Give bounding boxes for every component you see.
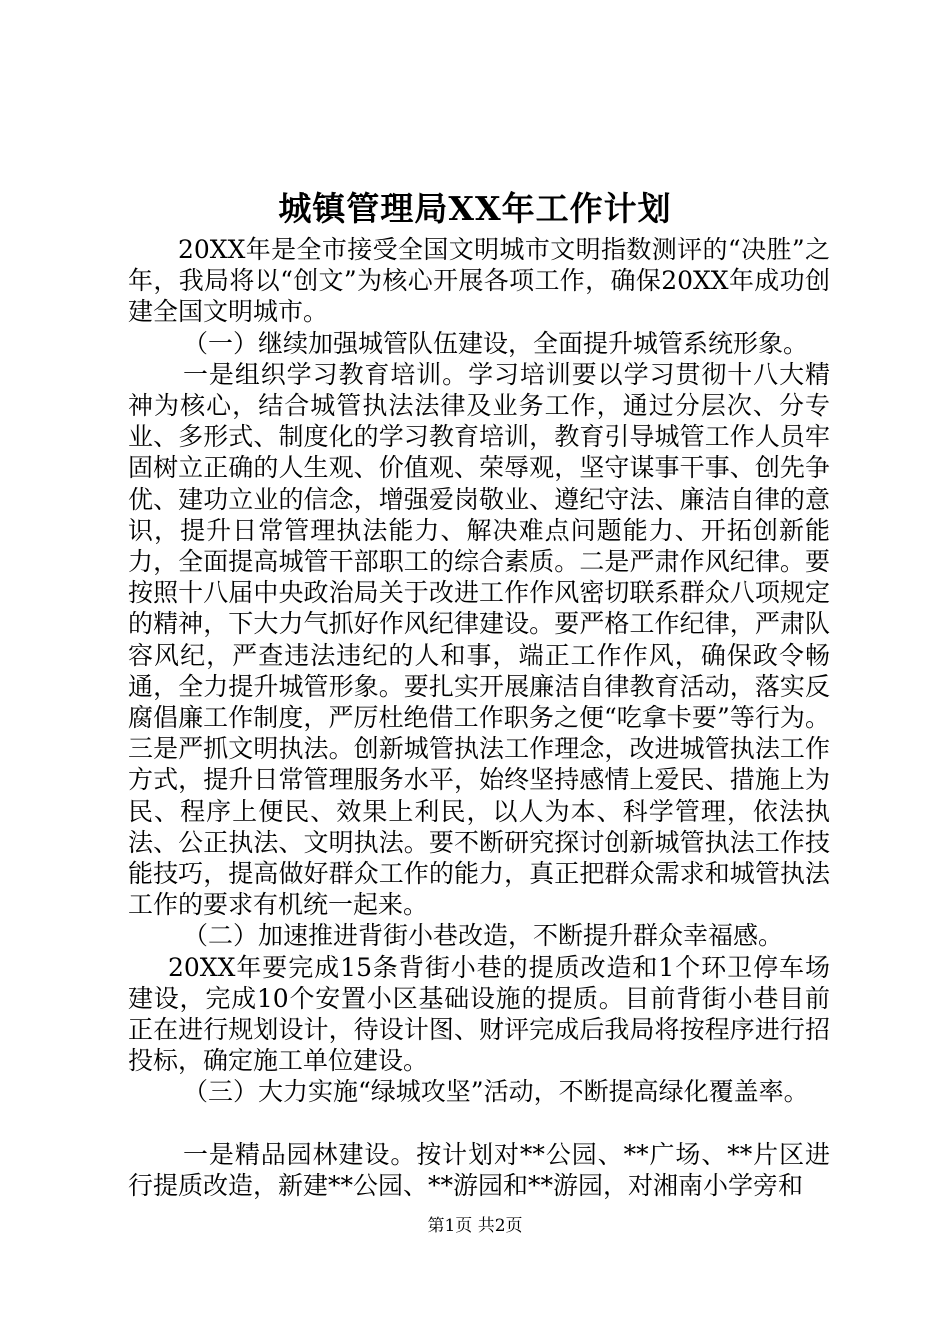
section-heading-2: （二）加速推进背街小巷改造，不断提升群众幸福感。 [183,921,784,951]
paragraph-section-1: 一是组织学习教育培训。学习培训要以学习贯彻十八大精神为核心，结合城管执法法律及业务工作，通过分层次、分专业、多形式、制度化的学习教育培训，教育引导城管工作人员牢固树立正确的人生观、价值观、荣辱观，坚守谋事干事、创先争优、建功立业的信念，增强爱岗敬业、遵纪守法、廉洁自律的意识，提升日常管理执法能力、解决难点问题能力、开拓创新能力，全面提高城管干部职工的综合素质。二是严肃作风纪律。要按照十八届中央政治局关于改进工作作风密切联系群众八项规定的精神，下大力气抓好作风纪律建设。要严格工作纪律，严肃队容风纪，严查违法违纪的人和事，端正工作作风，确保政令畅通，全力提升城管形象。要扎实开展廉洁自律教育活动，落实反腐倡廉工作制度，严厉杜绝借工作职务之便“吃拿卡要”等行为。三是严抓文明执法。创新城管执法工作理念，改进城管执法工作方式，提升日常管理服务水平，始终坚持感情上爱民、措施上为民、程序上便民、效果上利民，以人为本、科学管理，依法执法、公正执法、文明执法。要不断研究探讨创新城管执法工作技能技巧，提高做好群众工作的能力，真正把群众需求和城管执法工作的要求有机统一起来。 [128,359,830,920]
section-heading-1: （一）继续加强城管队伍建设，全面提升城管系统形象。 [183,328,809,358]
section-heading-3: （三）大力实施“绿城攻坚”活动，不断提高绿化覆盖率。 [183,1077,809,1107]
paragraph-intro: 20XX年是全市接受全国文明城市文明指数测评的“决胜”之年，我局将以“创文”为核心开展各项工作，确保20XX年成功创建全国文明城市。 [128,235,830,327]
paragraph-section-2: 20XX年要完成15条背街小巷的提质改造和1个环卫停车场建设，完成10个安置小区基础设施的提质。目前背街小巷目前正在进行规划设计，待设计图、财评完成后我局将按程序进行招投标，确定施工单位建设。 [128,952,830,1076]
paragraph-section-3: 一是精品园林建设。按计划对**公园、**广场、**片区进行提质改造，新建**公园、**游园和**游园，对湘南小学旁和 [128,1139,830,1200]
document-title: 城镇管理局XX年工作计划 [278,189,672,228]
page-footer: 第1页 共2页 [427,1216,523,1236]
document-body [128,234,830,1201]
